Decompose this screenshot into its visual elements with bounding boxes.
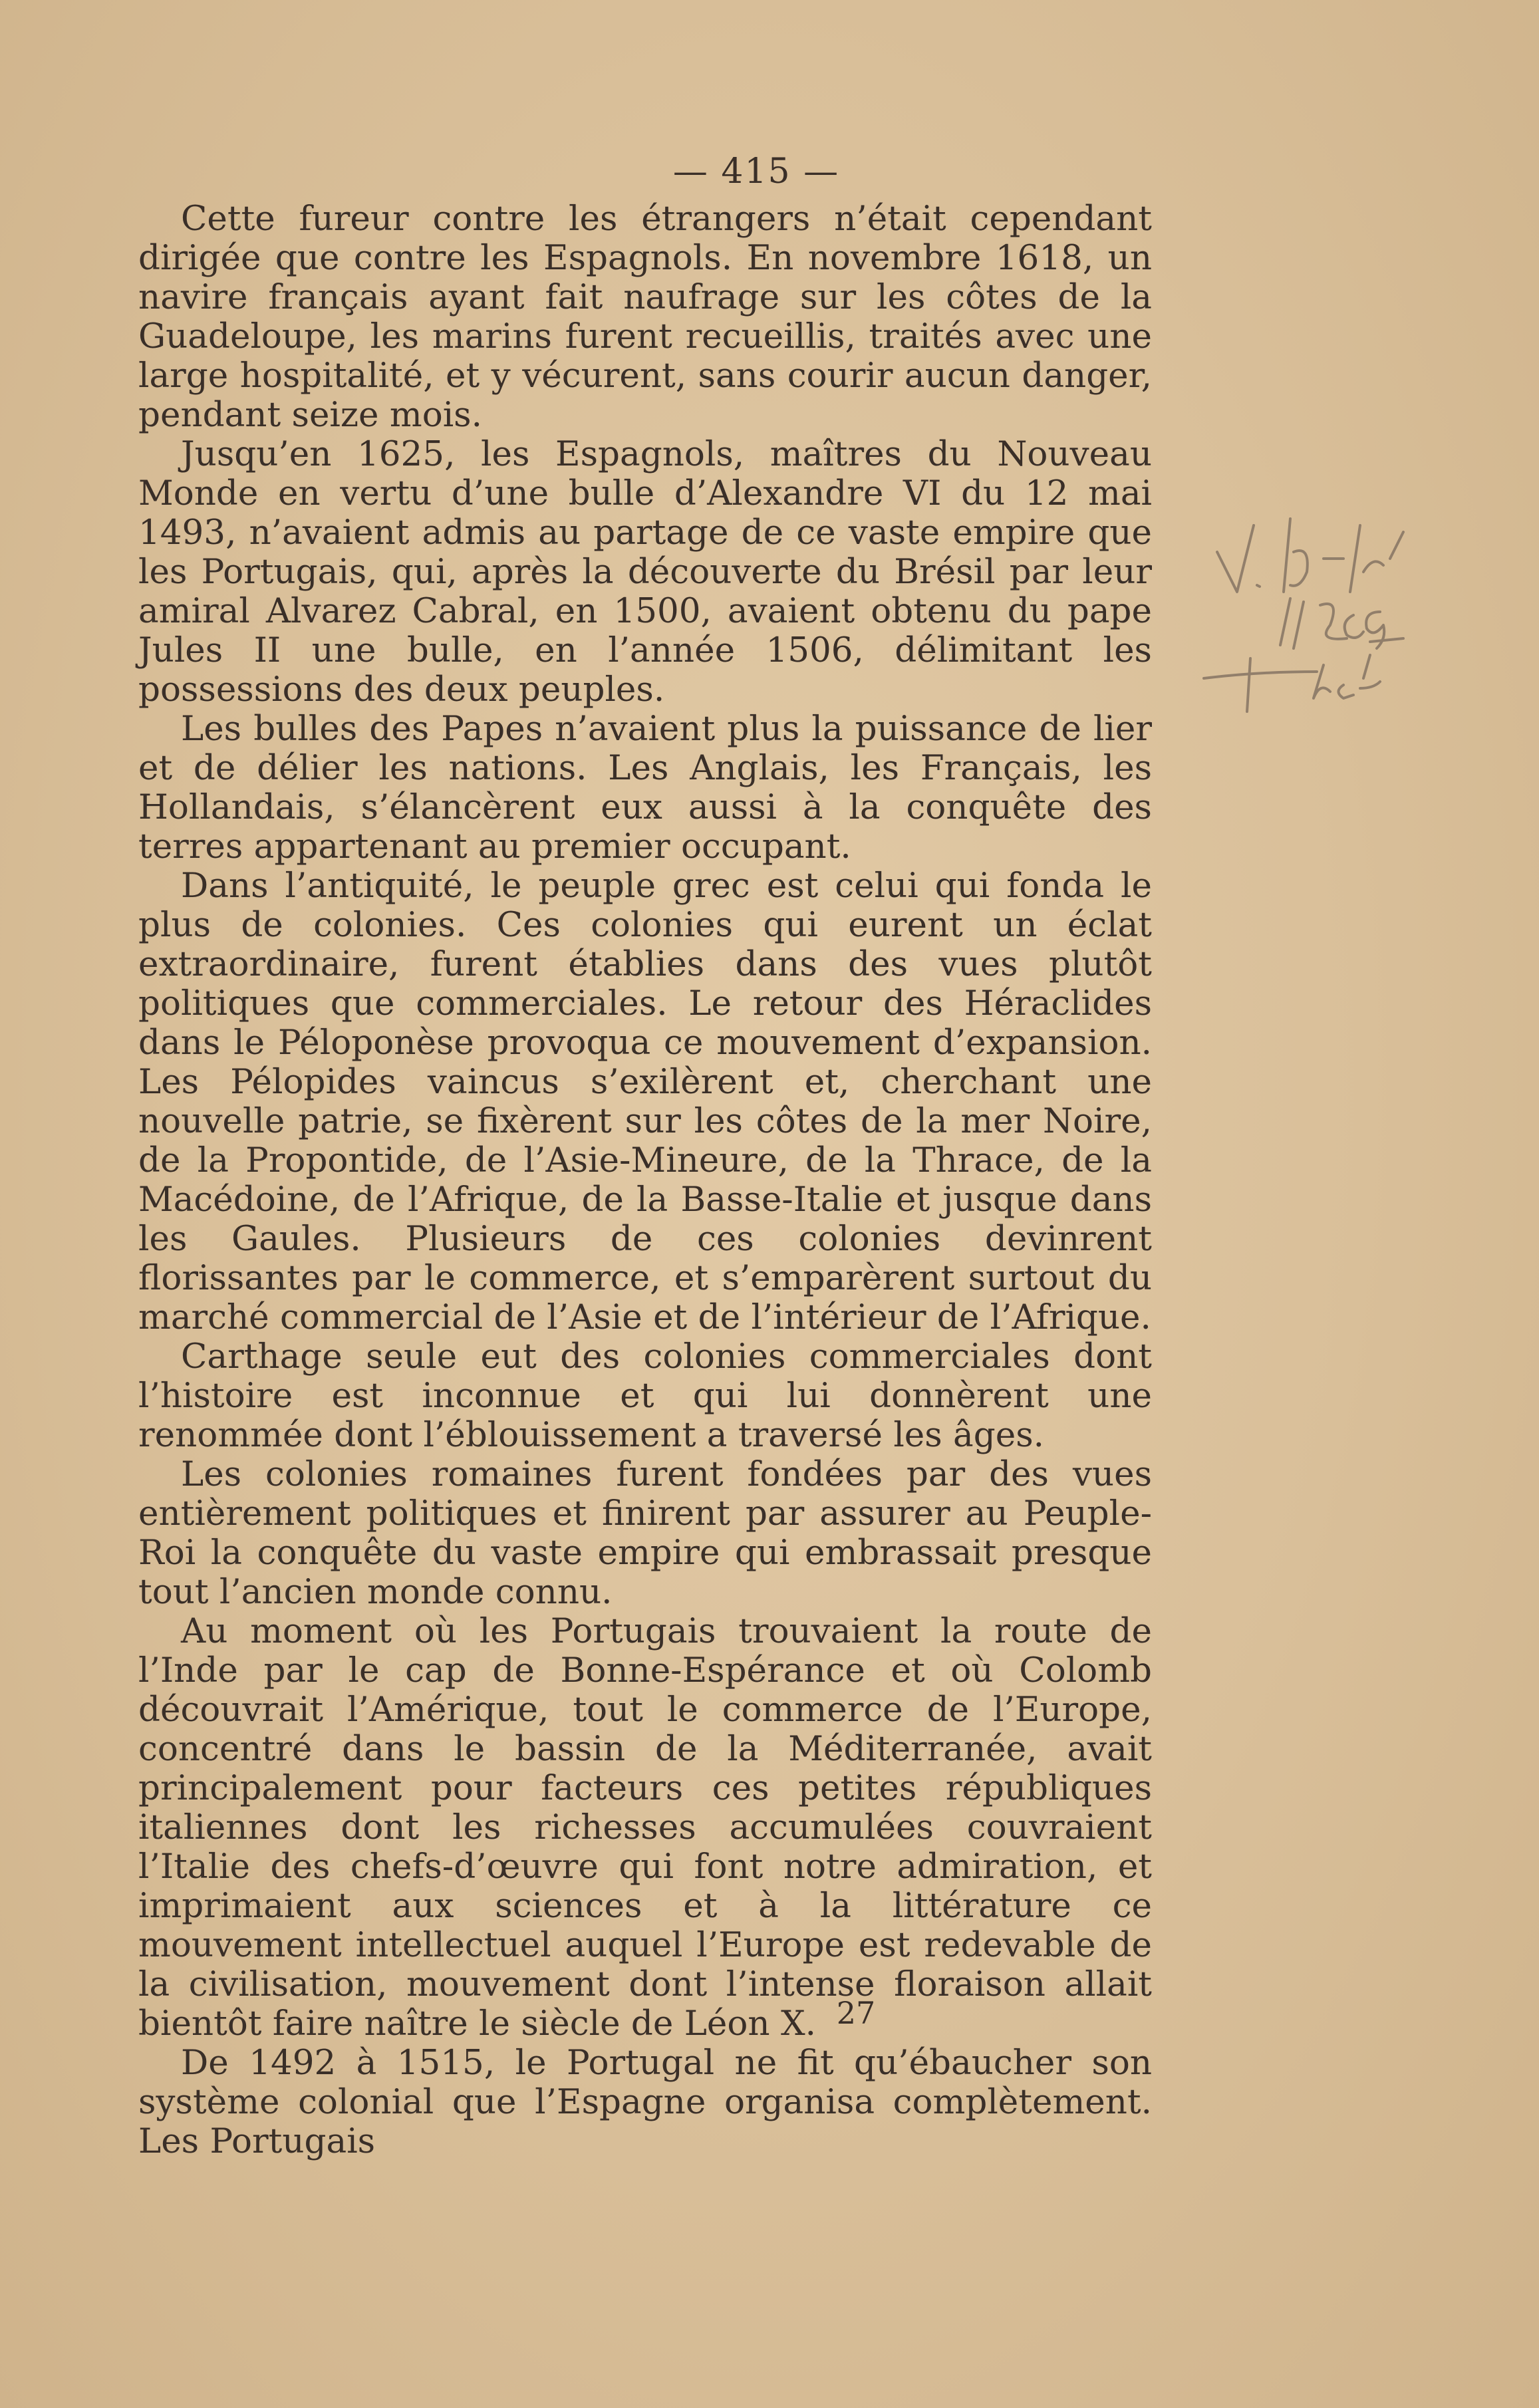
paragraph: De 1492 à 1515, le Portugal ne fit qu’ébaucher son système colonial que l’Espagne organisa complètement. Les Portugais <box>138 2043 1152 2161</box>
paragraph: Les colonies romaines furent fondées par des vues entièrement politiques et finirent par assurer au Peuple-Roi la conquête du vaste empire qui embrassait presque tout l’ancien monde connu. <box>138 1454 1152 1612</box>
paragraph: Au moment où les Portugais trouvaient la route de l’Inde par le cap de Bonne-Espérance et où Colomb découvrait l’Amérique, tout le commerce de l’Europe, concentré dans le bassin de la Méditerranée, avait principalement pour facteurs ces petites républiques italiennes dont les richesses accumulées couvraient l’Italie des chefs-d’œuvre qui font notre admiration, et imprimaient aux sciences et à la littérature ce mouvement intellectuel auquel l’Europe est redevable de la civilisation, mouvement dont l’intense floraison allait bientôt faire naître le siècle de Léon X. <box>138 1611 1152 2044</box>
paragraph: Les bulles des Papes n’avaient plus la puissance de lier et de délier les nations. Les Anglais, les Français, les Hollandais, s’élancèrent eux aussi à la conquête des terres appartenant au premier occupant. <box>138 709 1152 867</box>
handwritten-margin-annotation <box>1190 485 1523 765</box>
signature-mark <box>0 1995 1539 2031</box>
page-number <box>0 152 1539 192</box>
paragraph: Jusqu’en 1625, les Espagnols, maîtres du Nouveau Monde en vertu d’une bulle d’Alexandre VI du 12 mai 1493, n’avaient admis au partage de ce vaste empire que les Portugais, qui, après la découverte du Brésil par leur amiral Alvarez Cabral, en 1500, avaient obtenu du pape Jules II une bulle, en l’année 1506, délimitant les possessions des deux peuples. <box>138 434 1152 710</box>
paragraph: Dans l’antiquité, le peuple grec est celui qui fonda le plus de colonies. Ces colonies qui eurent un éclat extraordinaire, furent établies dans des vues plutôt politiques que commerciales. Le retour des Héraclides dans le Péloponèse provoqua ce mouvement d’expansion. Les Pélopides vaincus s’exilèrent et, cherchant une nouvelle patrie, se fixèrent sur les côtes de la mer Noire, de la Propontide, de l’Asie-Mineure, de la Thrace, de la Macédoine, de l’Afrique, de la Basse-Italie et jusque dans les Gaules. Plusieurs de ces colonies devinrent florissantes par le commerce, et s’emparèrent surtout du marché commercial de l’Asie et de l’intérieur de l’Afrique. <box>138 866 1152 1337</box>
body-text <box>138 200 1152 2161</box>
paragraph: Cette fureur contre les étrangers n’était cependant dirigée que contre les Espagnols. En novembre 1618, un navire français ayant fait naufrage sur les côtes de la Guadeloupe, les marins furent recueillis, traités avec une large hospitalité, et y vécurent, sans courir aucun danger, pendant seize mois. <box>138 199 1152 435</box>
paragraph: Carthage seule eut des colonies commerciales dont l’histoire est inconnue et qui lui donnèrent une renommée dont l’éblouissement a traversé les âges. <box>138 1337 1152 1455</box>
signature-number: 27 <box>836 1995 876 2031</box>
page-number-text: — 415 — <box>672 152 840 192</box>
